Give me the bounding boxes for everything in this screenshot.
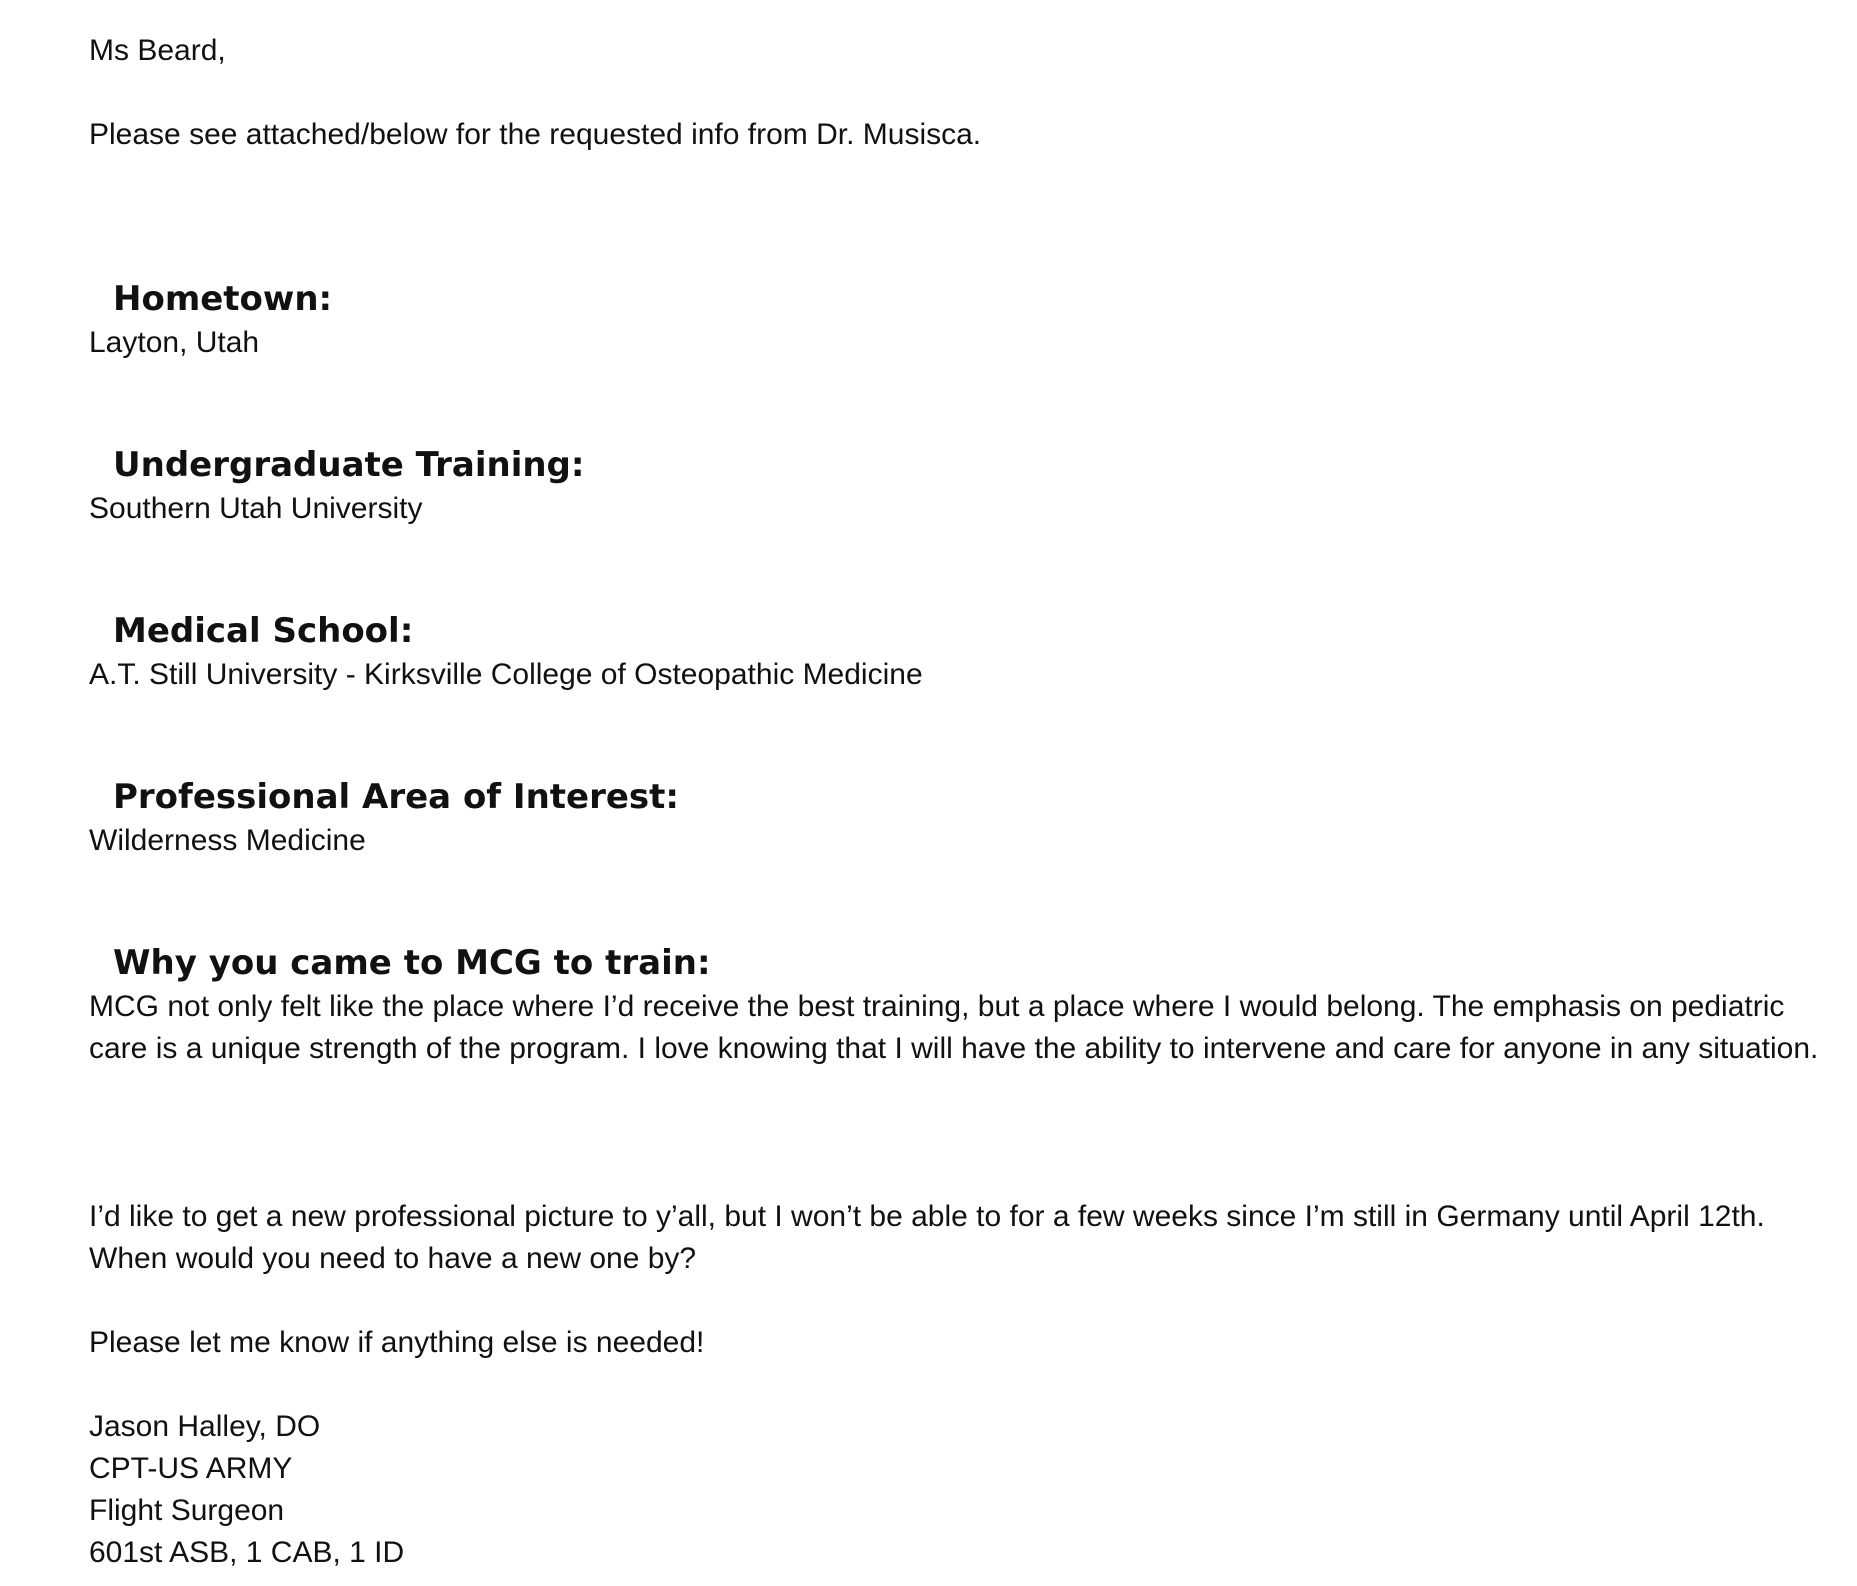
undergraduate-training-value: Southern Utah University <box>89 492 423 525</box>
why-mcg-paragraph: MCG not only felt like the place where I’d receive the best training, but a place where I would belong. The emphasis on pediatric care is a unique strength of the program. I love knowing that I will have the ability to intervene and care for anyone in any situation. <box>89 990 1819 1065</box>
heading-medical-school: Medical School: <box>113 611 414 651</box>
signature-unit: 601st ASB, 1 CAB, 1 ID <box>89 1536 405 1569</box>
signature-rank: CPT-US ARMY <box>89 1452 293 1485</box>
heading-why-mcg: Why you came to MCG to train: <box>113 943 711 983</box>
salutation: Ms Beard, <box>89 34 226 67</box>
medical-school-value: A.T. Still University - Kirksville College of Osteopathic Medicine <box>89 658 923 691</box>
intro-line: Please see attached/below for the requested info from Dr. Musisca. <box>89 118 982 151</box>
signature-title: Flight Surgeon <box>89 1494 285 1527</box>
heading-undergraduate-training: Undergraduate Training: <box>113 445 585 485</box>
heading-hometown: Hometown: <box>113 279 333 319</box>
closing-request: Please let me know if anything else is needed! <box>89 1326 705 1359</box>
signature-name: Jason Halley, DO <box>89 1410 321 1443</box>
hometown-value: Layton, Utah <box>89 326 260 359</box>
heading-professional-area-of-interest: Professional Area of Interest: <box>113 777 680 817</box>
professional-area-of-interest-value: Wilderness Medicine <box>89 824 366 857</box>
picture-note-paragraph: I’d like to get a new professional picture to y’all, but I won’t be able to for a few weeks since I’m still in Germany until April 12th. When would you need to have a new one by? <box>89 1200 1765 1275</box>
